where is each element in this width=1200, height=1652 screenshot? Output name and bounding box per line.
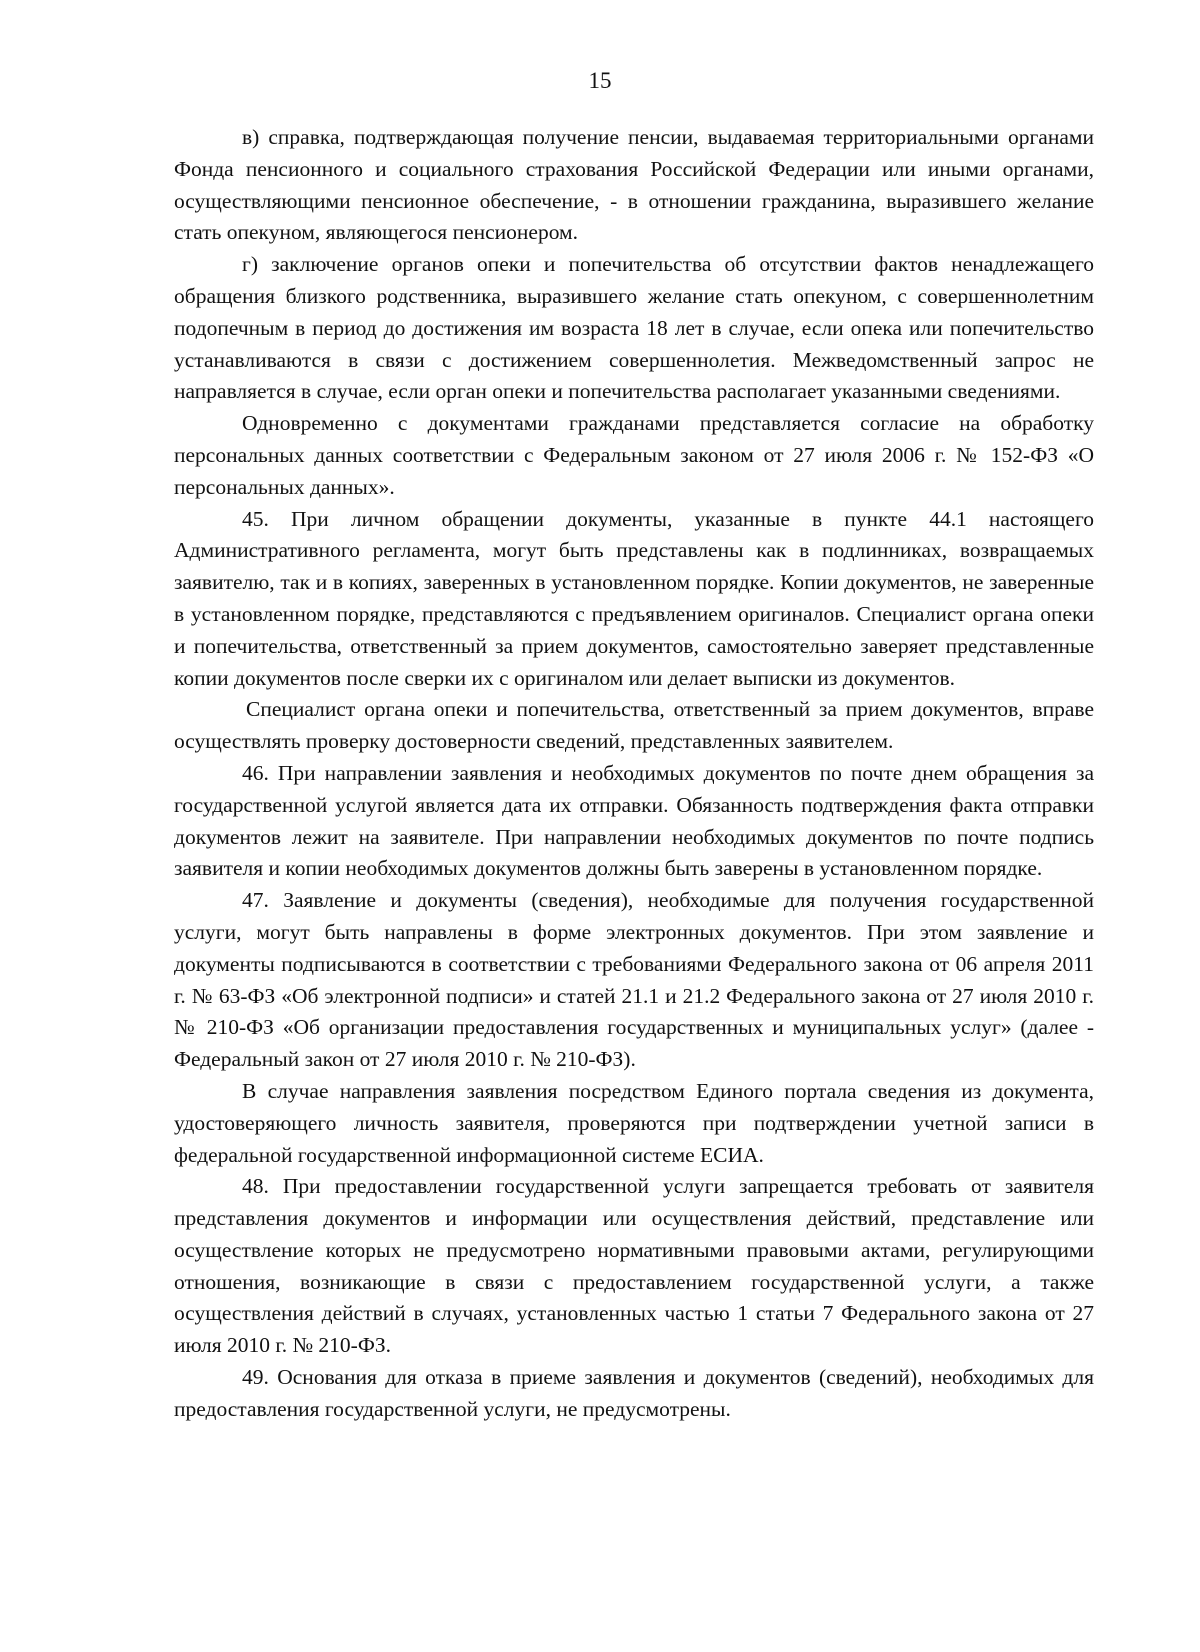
paragraph-48-prohibited-requirements: 48. При предоставлении государственной услуги запрещается требовать от заявителя представления документов и информации или осуществления действий, представление или осуществление которых не предусмотрено нормативными правовыми актами, регулирующими отношения, возникающие в связи с предоставлением государственной услуги, а также осуществления действий в случаях, установленных частью 1 статьи 7 Федерального закона от 27 июля 2010 г. № 210-ФЗ. (174, 1174, 1094, 1358)
paragraph-46-postal-submission: 46. При направлении заявления и необходимых документов по почте днем обращения за государственной услугой является дата их отправки. Обязанность подтверждения факта отправки документов лежит на заявителе. При направлении необходимых документов по почте подпись заявителя и копии необходимых документов должны быть заверены в установленном порядке. (174, 760, 1094, 881)
document-body (174, 122, 1094, 1426)
paragraph-49-refusal-grounds: 49. Основания для отказа в приеме заявления и документов (сведений), необходимых для предоставления государственной услуги, не предусмотрены. (174, 1365, 1094, 1421)
paragraph-45-verification: Специалист органа опеки и попечительства, ответственный за прием документов, вправе осуществлять проверку достоверности сведений, представленных заявителем. (174, 697, 1094, 754)
paragraph-g-guardianship-conclusion: г) заключение органов опеки и попечительства об отсутствии фактов ненадлежащего обращения близкого родственника, выразившего желание стать опекуном, с совершеннолетним подопечным в период до достижения им возраста 18 лет в случае, если опека или попечительство устанавливаются в связи с достижением совершеннолетия. Межведомственный запрос не направляется в случае, если орган опеки и попечительства располагает указанными сведениями. (174, 252, 1094, 404)
page-number: 15 (588, 68, 612, 93)
paragraph-47-unified-portal: В случае направления заявления посредством Единого портала сведения из документа, удостоверяющего личность заявителя, проверяются при подтверждении учетной записи в федеральной государственной информационной системе ЕСИА. (174, 1078, 1094, 1167)
paragraph-45-personal-submission: 45. При личном обращении документы, указанные в пункте 44.1 настоящего Административного регламента, могут быть представлены как в подлинниках, возвращаемых заявителю, так и в копиях, заверенных в установленном порядке. Копии документов, не заверенные в установленном порядке, представляются с предъявлением оригиналов. Специалист органа опеки и попечительства, ответственный за прием документов, самостоятельно заверяет представленные копии документов после сверки их с оригиналом или делает выписки из документов. (174, 506, 1094, 690)
paragraph-personal-data-consent: Одновременно с документами гражданами представляется согласие на обработку персональных данных соответствии с Федеральным законом от 27 июля 2006 г. № 152-ФЗ «О персональных данных». (174, 411, 1094, 499)
paragraph-47-electronic-documents: 47. Заявление и документы (сведения), необходимые для получения государственной услуги, могут быть направлены в форме электронных документов. При этом заявление и документы подписываются в соответствии с требованиями Федерального закона от 06 апреля 2011 г. № 63-ФЗ «Об электронной подписи» и статей 21.1 и 21.2 Федерального закона от 27 июля 2010 г. № 210-ФЗ «Об организации предоставления государственных и муниципальных услуг» (далее - Федеральный закон от 27 июля 2010 г. № 210-ФЗ). (174, 888, 1094, 1072)
paragraph-v-pension-certificate: в) справка, подтверждающая получение пенсии, выдаваемая территориальными органами Фонда пенсионного и социального страхования Российской Федерации или иными органами, осуществляющими пенсионное обеспечение, - в отношении гражданина, выразившего желание стать опекуном, являющегося пенсионером. (174, 125, 1094, 245)
